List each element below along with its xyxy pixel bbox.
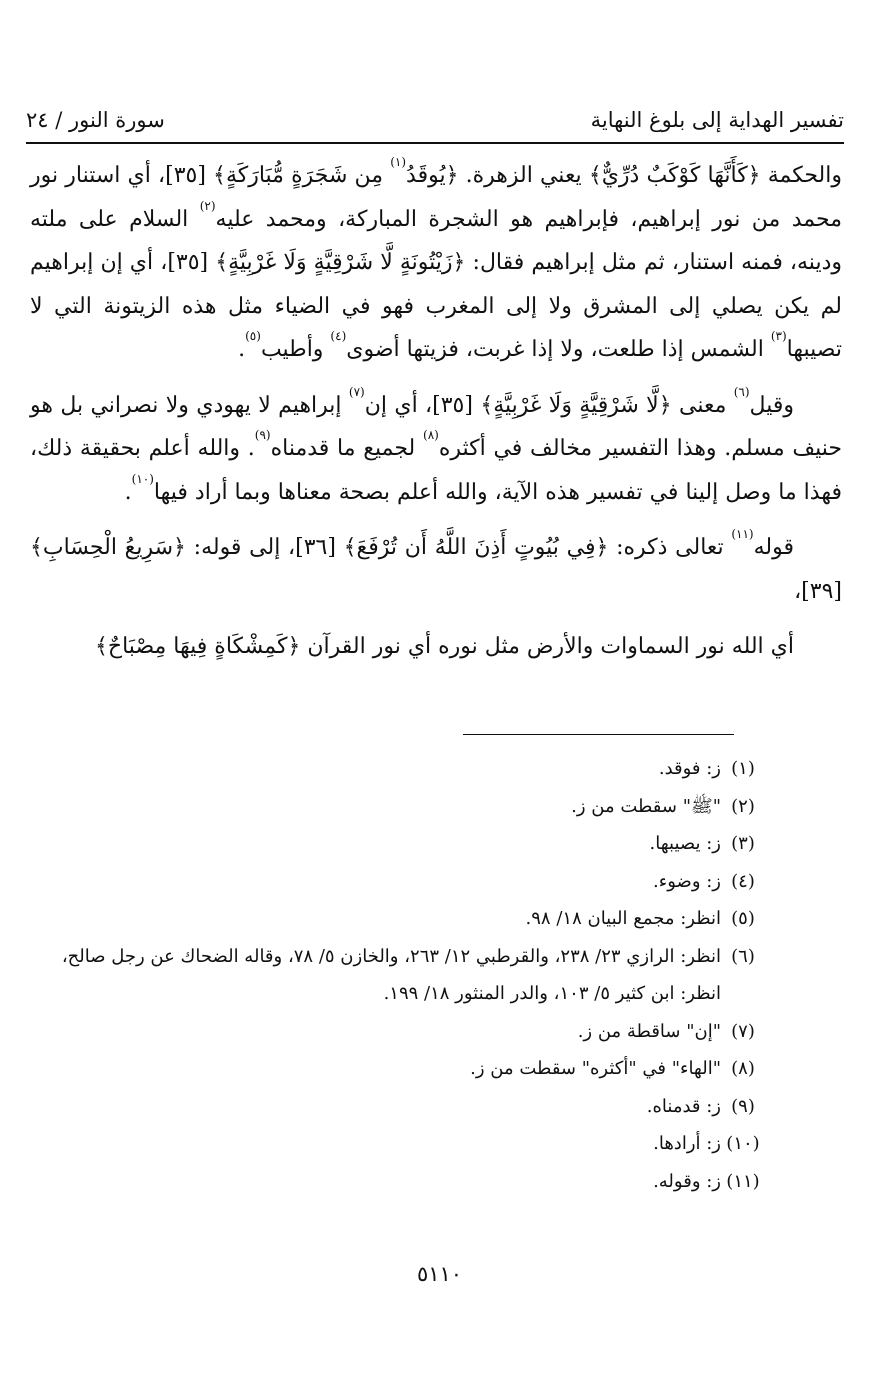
footnote	[30, 825, 765, 863]
footnote-number: (٧)	[731, 1020, 755, 1042]
text-run: تعالى ذكره:	[608, 535, 732, 560]
footnote-text: انظر: مجمع البيان ١٨/ ٩٨.	[525, 908, 721, 929]
footnote-number: (٩)	[731, 1095, 755, 1117]
header-rule	[26, 142, 844, 144]
footnote-number: (١)	[731, 758, 755, 779]
footnote-number: (٦)	[731, 945, 755, 967]
footnote	[30, 863, 765, 901]
footnote-text: ز: قدمناه.	[646, 1095, 721, 1117]
footnote-ref: (٣)	[770, 329, 787, 343]
footnote-ref: (٦)	[733, 384, 750, 399]
footnote-number: (١١)	[726, 1170, 760, 1192]
footnote	[30, 1050, 765, 1088]
footnotes	[30, 750, 765, 1200]
footnote	[30, 750, 765, 788]
footnote-text: "الهاء" في "أكثره" سقطت من ز.	[470, 1058, 721, 1079]
footnote	[30, 1088, 765, 1126]
footnote	[30, 1013, 765, 1051]
quran-quote: ﴿سَرِيعُ الْحِسَابِ﴾	[30, 535, 186, 560]
quran-quote: ﴿كَأَنَّهَا كَوْكَبٌ دُرِّيٌّ﴾	[588, 163, 761, 188]
text-run: [٣٥]، أي إن إبراهيم لم يكن يصلي إلى المشرق ولا إلى المغرب فهو في الضياء مثل هذه الزيتونة التي لا تصيبها	[30, 250, 842, 362]
quran-quote: ﴿فِي بُيُوتٍ أَذِنَ اللَّهُ أَن تُرْفَعَ﴾	[343, 535, 609, 560]
footnote-separator	[463, 734, 734, 735]
footnote-text: ز: يصيبها.	[649, 833, 721, 854]
text-run: إبراهيم لا يهودي ولا نصراني بل هو حنيف مسلم. وهذا التفسير مخالف في أكثره	[30, 392, 843, 461]
paragraph-4	[30, 625, 842, 669]
running-header	[26, 100, 844, 140]
text-run: [٣٦]، إلى قوله:	[185, 535, 344, 560]
footnote-ref: (٧)	[348, 384, 365, 399]
text-run: .	[124, 479, 132, 505]
footnote-text: ز: وضوء.	[653, 870, 721, 892]
surah-page-label: سورة النور / ٢٤	[26, 108, 165, 132]
footnote-number: (٨)	[731, 1058, 755, 1079]
footnote-number: (٥)	[731, 908, 755, 929]
text-run: . والله أعلم بحقيقة ذلك، فهذا ما وصل إلينا في تفسير هذه الآية، والله أعلم بصحة معناها وبما أراد فيها	[30, 436, 842, 505]
text-run: وقيل	[749, 392, 794, 418]
footnote-ref: (٤)	[330, 329, 347, 343]
footnote-ref: (٢)	[199, 198, 216, 213]
footnote-number: (١٠)	[726, 1133, 760, 1154]
footnote-text: ز: أرادها.	[653, 1133, 721, 1154]
footnote-ref: (٩)	[254, 428, 271, 442]
page-number: ٥١١٠	[416, 1262, 463, 1286]
book-title: تفسير الهداية إلى بلوغ النهاية	[590, 108, 844, 132]
text-run: [٣٩]،	[794, 578, 842, 604]
text-run: يعني الزهرة.	[458, 163, 589, 188]
paragraph-1	[30, 154, 842, 372]
text-run: .	[238, 337, 246, 362]
footnote	[30, 1125, 765, 1163]
text-run: السلام على ملته ودينه، فمنه استنار، ثم مثل إبراهيم فقال:	[30, 206, 842, 275]
text-run: وأطيب	[260, 337, 331, 362]
quran-quote: ﴿يُوقَدُ	[406, 163, 459, 188]
quran-quote: ﴿لَّا شَرْقِيَّةٍ وَلَا غَرْبِيَّةٍ﴾	[480, 392, 672, 418]
main-text	[30, 154, 842, 669]
footnote-number: (٣)	[731, 833, 755, 854]
footnote-ref: (١١)	[731, 527, 754, 541]
footnote-ref: (٥)	[245, 329, 261, 343]
text-run: معنى	[671, 392, 734, 418]
footnote-text: انظر: الرازي ٢٣/ ٢٣٨، والقرطبي ١٢/ ٢٦٣، والخازن ٥/ ٧٨، وقاله الضحاك عن رجل صالح، انظر: ابن كثير ٥/ ١٠٣، والدر المنثور ١٨/ ١٩٩.	[61, 945, 721, 1004]
footnote-ref: (١)	[390, 155, 407, 169]
footnote	[30, 938, 765, 1013]
footnote-text: ز: فوقد.	[658, 758, 721, 779]
footnote	[30, 788, 765, 826]
text-run: [٣٥]، أي إن	[364, 392, 481, 418]
paragraph-3	[30, 526, 842, 613]
footnote-text: "إن" ساقطة من ز.	[577, 1020, 721, 1042]
footnote	[30, 900, 765, 938]
quran-quote: مِن شَجَرَةٍ مُّبَارَكَةٍ﴾	[213, 163, 391, 188]
text-run: قوله	[753, 535, 794, 560]
footnote-ref: (٨)	[423, 428, 439, 442]
text-run: والحكمة	[760, 163, 842, 188]
paragraph-2	[30, 384, 842, 515]
footnote-text: ز: وقوله.	[653, 1170, 721, 1192]
footnote-number: (٢)	[731, 795, 755, 817]
quran-quote: ﴿زَيْتُونَةٍ لَّا شَرْقِيَّةٍ وَلَا غَرْبِيَّةٍ﴾	[215, 250, 466, 275]
text-run: الشمس إذا طلعت، ولا إذا غربت، فزيتها أضوى	[346, 337, 771, 362]
footnote	[30, 1163, 765, 1201]
footnote-number: (٤)	[731, 870, 755, 892]
footnote-text: "ﷺ" سقطت من ز.	[571, 795, 721, 817]
text-run: لجميع ما قدمناه	[270, 436, 423, 461]
text-run: أي الله نور السماوات والأرض مثل نوره أي نور القرآن	[300, 634, 794, 659]
text-run: [٣٥]، أي استنار نور محمد من نور إبراهيم، فإبراهيم هو الشجرة المباركة، ومحمد عليه	[30, 163, 842, 232]
quran-quote: ﴿كَمِشْكَاةٍ فِيهَا مِصْبَاحٌ﴾	[95, 634, 301, 659]
footnote-ref: (١٠)	[131, 471, 154, 486]
